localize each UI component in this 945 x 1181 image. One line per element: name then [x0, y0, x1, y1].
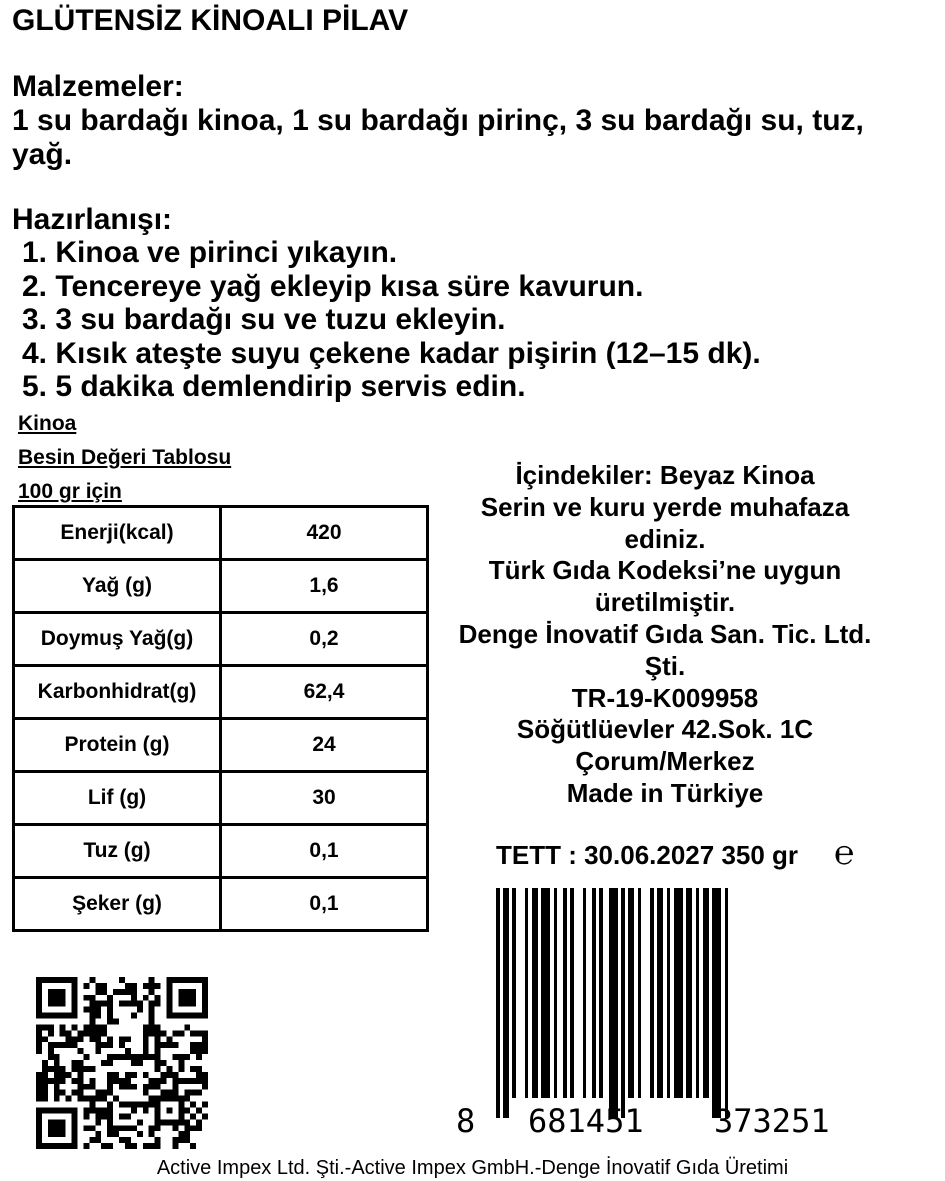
- nutrient-value: 0,2: [221, 613, 428, 666]
- info-line: üretilmiştir.: [594, 587, 736, 618]
- nutrition-table: [12, 505, 429, 932]
- barcode-right-digits: 373251: [714, 1102, 830, 1140]
- nutrient-value: 24: [221, 719, 428, 772]
- preparation-step: 4. Kısık ateşte suyu çekene kadar pişirin (12–15 dk).: [22, 336, 761, 370]
- ingredients-text: 1 su bardağı kinoa, 1 su bardağı pirinç, 3 su bardağı su, tuz, yağ.: [12, 104, 864, 171]
- barcode-left-digits: 681451: [528, 1102, 644, 1140]
- nutrient-label: Yağ (g): [14, 560, 221, 613]
- barcode-bar: [703, 888, 709, 1098]
- nutrient-value: 62,4: [221, 666, 428, 719]
- barcode-bar: [725, 888, 728, 1118]
- barcode-bar: [554, 888, 557, 1098]
- estimated-sign-icon: ℮: [834, 834, 855, 872]
- barcode-bar: [686, 888, 692, 1098]
- info-line: Şti.: [644, 650, 686, 681]
- barcode-bar: [696, 888, 699, 1098]
- nutrient-label: Doymuş Yağ(g): [14, 613, 221, 666]
- nutrition-product-label: Kinoa: [18, 412, 77, 435]
- nutrition-per-label: 100 gr için: [18, 480, 122, 503]
- table-row: [14, 772, 428, 825]
- info-line: Söğütlüevler 42.Sok. 1C: [516, 714, 814, 745]
- info-line: TR-19-K009958: [571, 682, 759, 713]
- barcode-bar: [496, 888, 500, 1118]
- preparation-step: 5. 5 dakika demlendirip servis edin.: [22, 370, 526, 404]
- table-row: [14, 878, 428, 931]
- nutrient-value: 0,1: [221, 825, 428, 878]
- barcode-bar: [532, 888, 538, 1098]
- info-line: ediniz.: [624, 523, 706, 554]
- info-line: Serin ve kuru yerde muhafaza: [480, 491, 850, 522]
- info-line: Denge İnovatif Gıda San. Tic. Ltd.: [458, 618, 872, 649]
- barcode-bar: [592, 888, 596, 1098]
- barcode-bar: [650, 888, 654, 1098]
- barcode-bar: [628, 888, 634, 1098]
- table-row: [14, 666, 428, 719]
- nutrient-label: Tuz (g): [14, 825, 221, 878]
- barcode-bar: [657, 888, 663, 1098]
- table-row: [14, 825, 428, 878]
- barcode-bar: [638, 888, 641, 1098]
- preparation-step: 2. Tencereye yağ ekleyip kısa süre kavurun.: [22, 269, 644, 303]
- barcode-bar: [712, 888, 721, 1118]
- barcode-bar: [525, 888, 528, 1098]
- recipe-title: GLÜTENSİZ KİNOALI PİLAV: [12, 4, 409, 37]
- nutrition-table-title: Besin Değeri Tablosu: [18, 446, 232, 469]
- table-row: [14, 507, 428, 560]
- nutrient-label: Protein (g): [14, 719, 221, 772]
- barcode-bar: [583, 888, 586, 1098]
- table-row: [14, 719, 428, 772]
- preparation-heading: Hazırlanışı:: [12, 203, 173, 236]
- barcode-bar: [674, 888, 683, 1098]
- preparation-steps: [22, 236, 761, 404]
- nutrient-label: Lif (g): [14, 772, 221, 825]
- barcode-bar: [667, 888, 670, 1098]
- table-row: [14, 613, 428, 666]
- table-row: [14, 560, 428, 613]
- info-line: Çorum/Merkez: [575, 746, 755, 777]
- barcode: [456, 888, 876, 1148]
- nutrient-label: Şeker (g): [14, 878, 221, 931]
- barcode-first-digit: 8: [456, 1102, 476, 1140]
- barcode-bar: [512, 888, 516, 1098]
- barcode-bar: [599, 888, 603, 1098]
- product-info: [430, 460, 900, 810]
- barcode-bar: [570, 888, 574, 1098]
- nutrient-value: 1,6: [221, 560, 428, 613]
- footer-text: Active Impex Ltd. Şti.-Active Impex GmbH.-Denge İnovatif Gıda Üretimi: [156, 1157, 789, 1179]
- preparation-step: 3. 3 su bardağı su ve tuzu ekleyin.: [22, 303, 506, 337]
- nutrient-label: Karbonhidrat(g): [14, 666, 221, 719]
- ingredients-heading: Malzemeler:: [12, 70, 184, 103]
- expiry-weight: TETT : 30.06.2027 350 gr: [496, 840, 799, 870]
- preparation-step: 1. Kinoa ve pirinci yıkayın.: [22, 236, 398, 269]
- barcode-bar: [541, 888, 550, 1098]
- nutrient-value: 30: [221, 772, 428, 825]
- nutrient-label: Enerji(kcal): [14, 507, 221, 560]
- barcode-bar: [503, 888, 509, 1118]
- info-line: İçindekiler: Beyaz Kinoa: [515, 460, 815, 490]
- barcode-bar: [563, 888, 567, 1098]
- barcode-bar: [621, 888, 625, 1118]
- info-line: Made in Türkiye: [566, 777, 764, 808]
- barcode-bar: [609, 888, 618, 1118]
- nutrient-value: 420: [221, 507, 428, 560]
- info-line: Türk Gıda Kodeksi’ne uygun: [488, 555, 842, 586]
- nutrient-value: 0,1: [221, 878, 428, 931]
- qr-code: [36, 977, 208, 1149]
